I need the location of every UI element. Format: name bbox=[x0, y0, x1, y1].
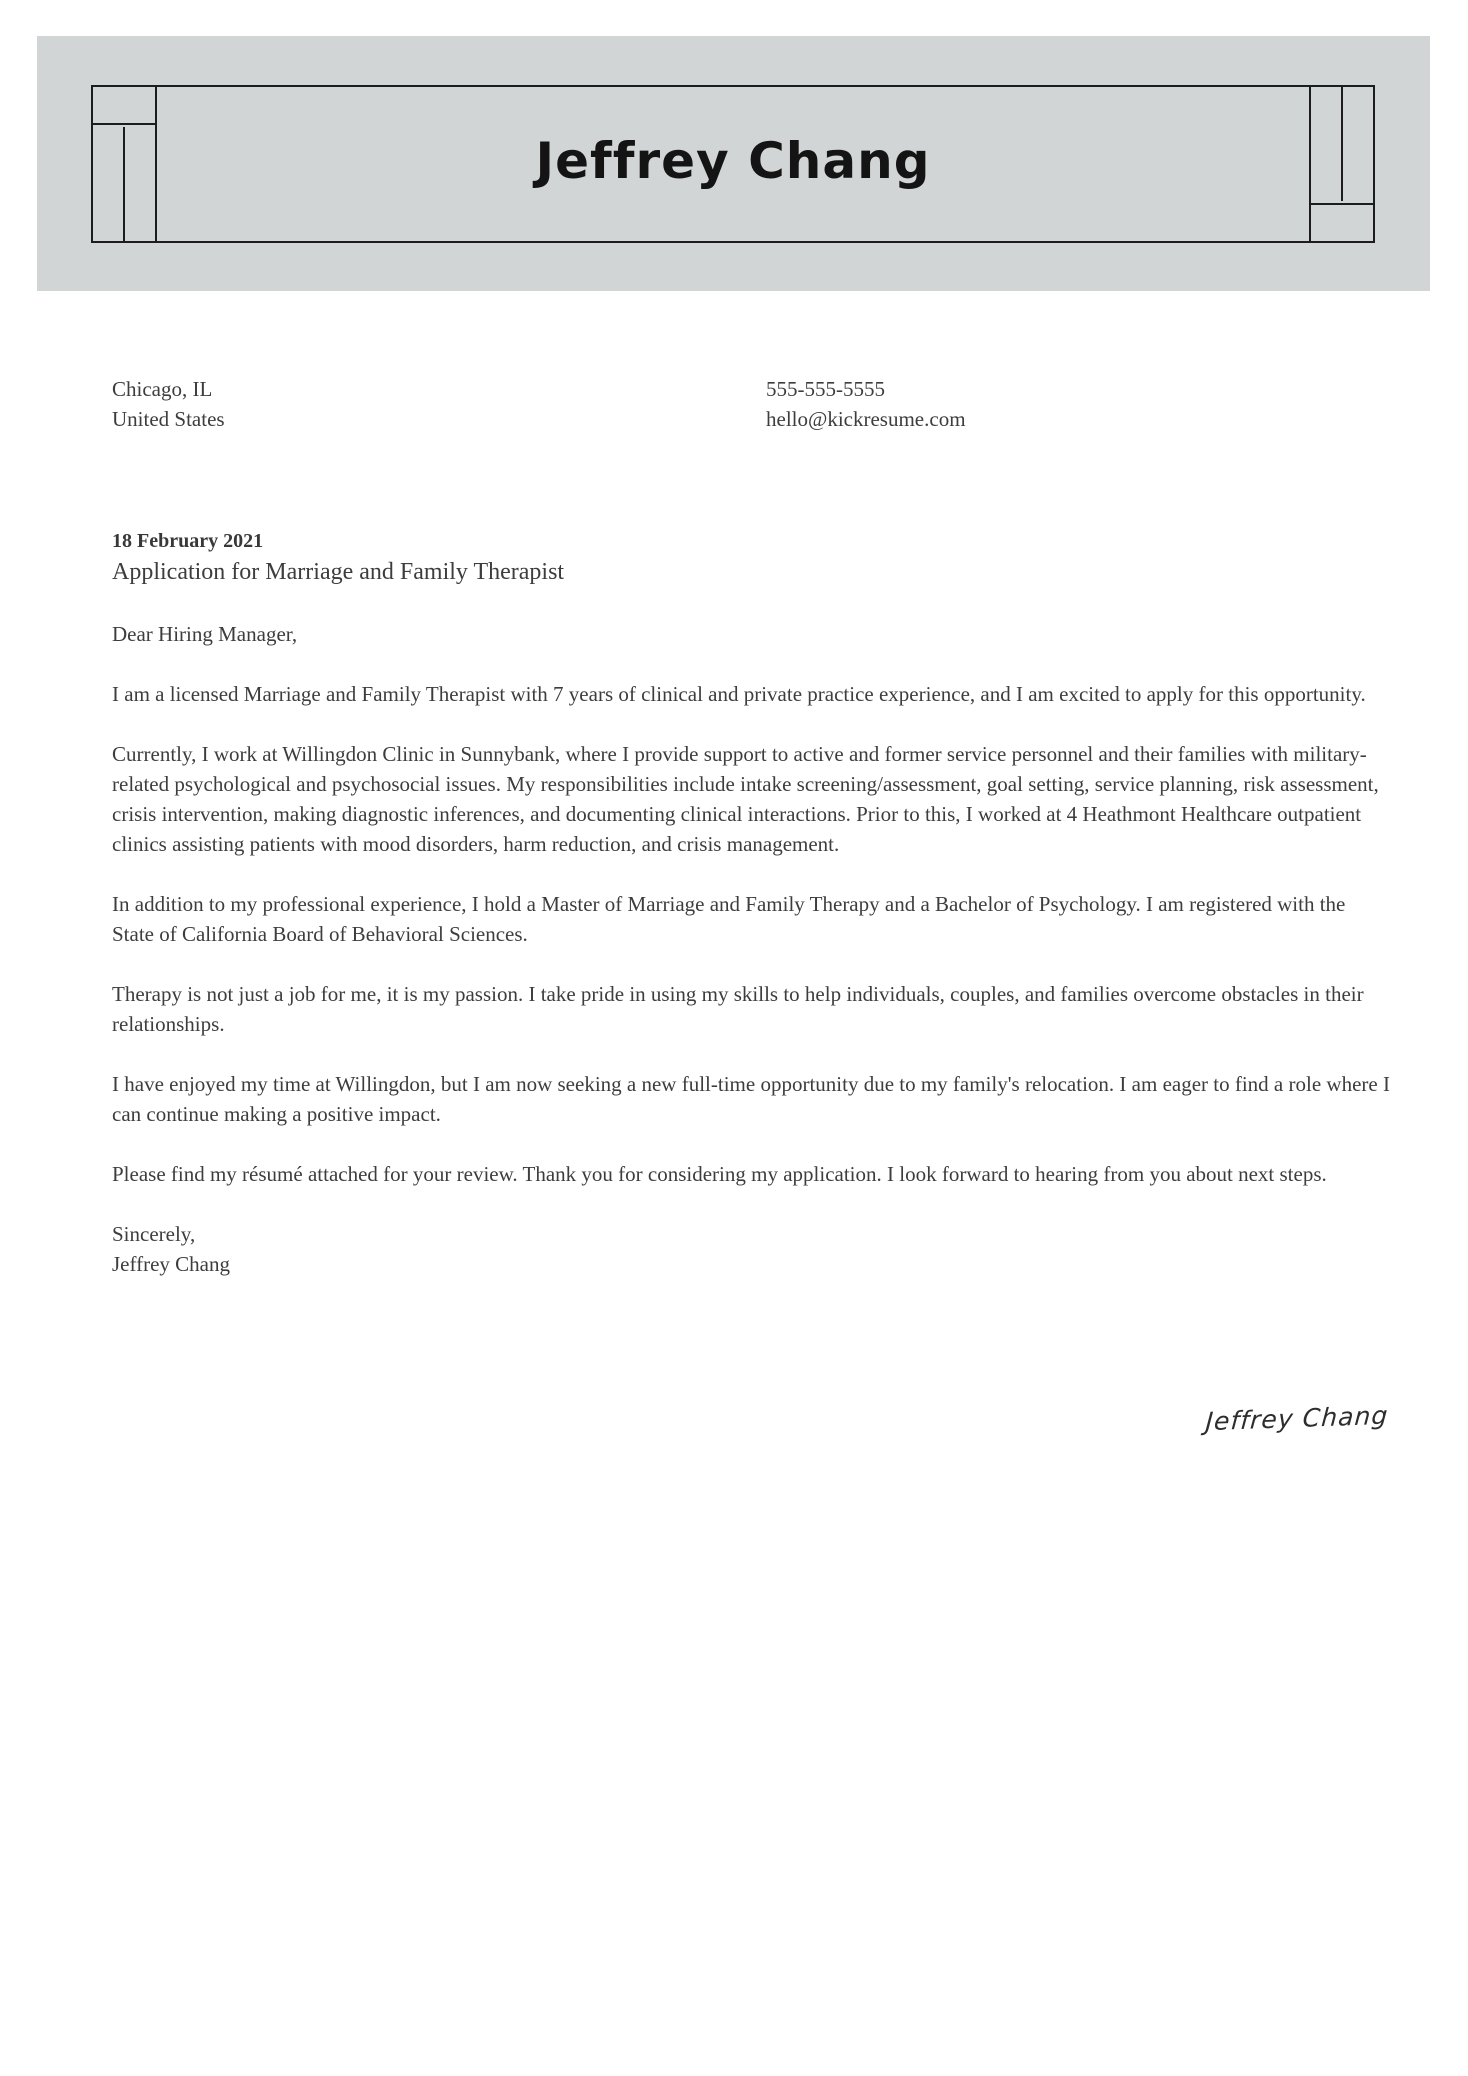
ornament-right-divider bbox=[1341, 87, 1343, 201]
letter-paragraph: In addition to my professional experience, I hold a Master of Marriage and Family Therapy and a Bachelor of Psychology. I am registered with the State of California Board of Behavioral Sciences. bbox=[112, 892, 1346, 946]
contact-address-block bbox=[112, 374, 225, 434]
letter-date: 18 February 2021 bbox=[112, 530, 264, 552]
page-title: Jeffrey Chang bbox=[535, 132, 931, 190]
ornament-left-top-cell bbox=[93, 87, 155, 125]
contact-reach-block bbox=[766, 374, 966, 434]
handwritten-signature: Jeffrey Chang bbox=[1204, 1400, 1390, 1437]
contact-country: United States bbox=[112, 407, 225, 431]
header-frame bbox=[91, 85, 1375, 243]
contact-email: hello@kickresume.com bbox=[766, 407, 966, 431]
letter-salutation: Dear Hiring Manager, bbox=[112, 622, 298, 646]
letter-closing-block bbox=[112, 1219, 1392, 1279]
letter-paragraph: Therapy is not just a job for me, it is my passion. I take pride in using my skills to help individuals, couples, and families overcome obstacles in their relationships. bbox=[112, 982, 1364, 1036]
letter-subject: Application for Marriage and Family Therapist bbox=[112, 559, 565, 585]
letter-body bbox=[112, 527, 1392, 1279]
letter-paragraph: Currently, I work at Willingdon Clinic in Sunnybank, where I provide support to active and former service personnel and their families with military-related psychological and psychosocial issues. My responsibilities include intake screening/assessment, goal setting, service planning, risk assessment, crisis intervention, making diagnostic inferences, and documenting clinical interactions. Prior to this, I worked at 4 Heathmont Healthcare outpatient clinics assisting patients with mood disorders, harm reduction, and crisis management. bbox=[112, 742, 1379, 856]
letter-paragraph: I am a licensed Marriage and Family Therapist with 7 years of clinical and private practice experience, and I am excited to apply for this opportunity. bbox=[112, 682, 1366, 706]
contact-city: Chicago, IL bbox=[112, 377, 213, 401]
ornament-right-bottom-cell bbox=[1311, 203, 1373, 241]
corner-ornament-right bbox=[1309, 87, 1373, 241]
ornament-left-divider bbox=[123, 127, 125, 241]
header-band bbox=[37, 36, 1430, 291]
letter-paragraph: I have enjoyed my time at Willingdon, but I am now seeking a new full-time opportunity due to my family's relocation. I am eager to find a role where I can continue making a positive impact. bbox=[112, 1072, 1390, 1126]
corner-ornament-left bbox=[93, 87, 157, 241]
letter-paragraph: Please find my résumé attached for your review. Thank you for considering my application. I look forward to hearing from you about next steps. bbox=[112, 1162, 1327, 1186]
letter-closing: Sincerely, bbox=[112, 1222, 196, 1246]
contact-phone: 555-555-5555 bbox=[766, 377, 885, 401]
letter-signed-name: Jeffrey Chang bbox=[112, 1252, 230, 1276]
